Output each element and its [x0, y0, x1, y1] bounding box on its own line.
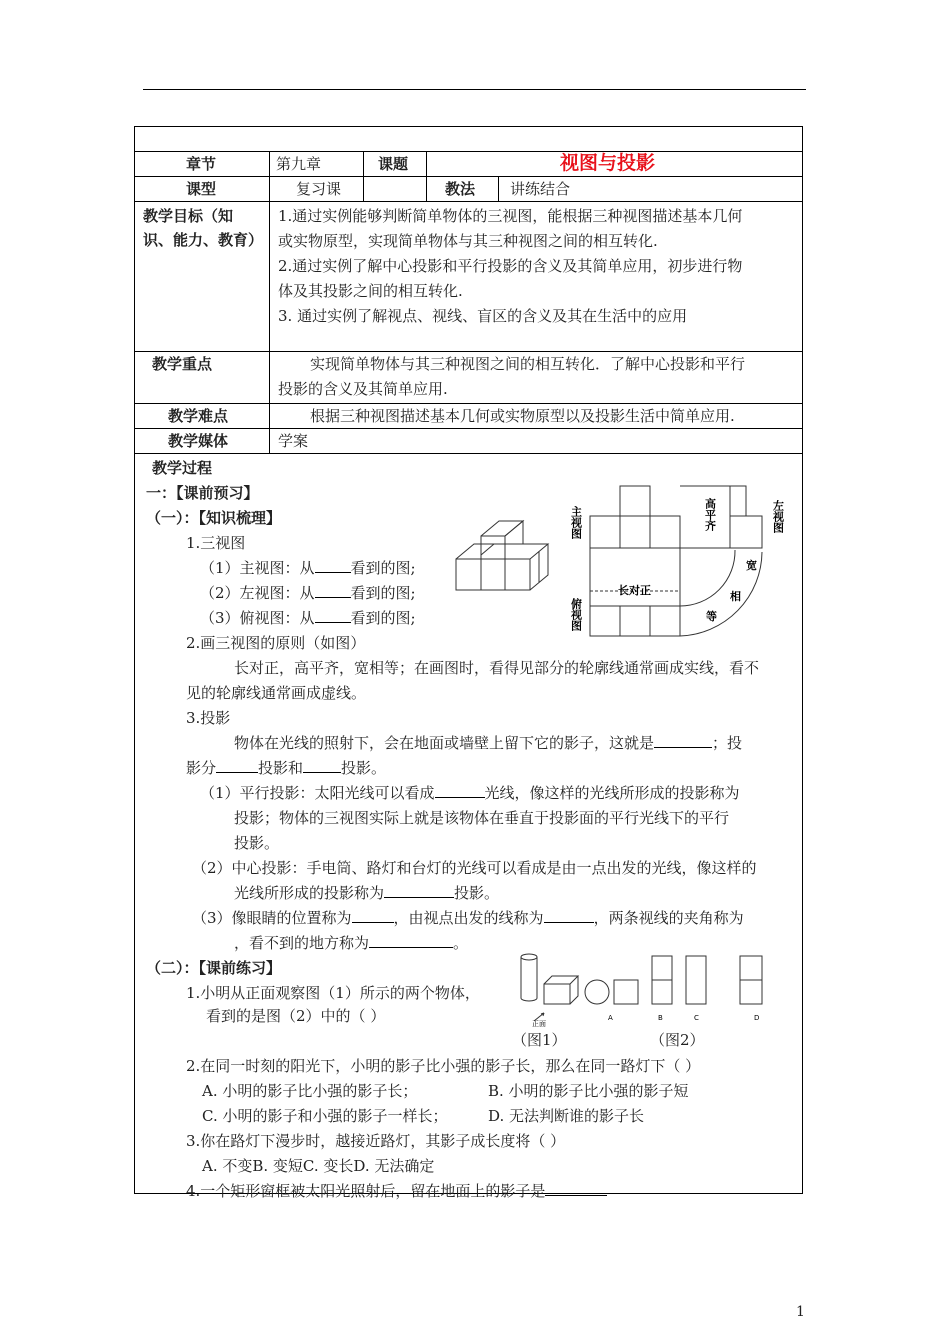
goals-label-line1: 教学目标（知	[143, 207, 234, 225]
goal-1-line2: 或实物原型，实现简单物体与其三种视图之间的相互转化.	[278, 232, 658, 250]
goals-label-line2: 识、能力、教育）	[143, 231, 264, 249]
goal-1-line1: 1.通过实例能够判断简单物体的三视图，能根据三种视图描述基本几何	[278, 207, 743, 225]
width-equal-tag-3: 等	[706, 610, 717, 623]
parallel-projection-line2: 投影；物体的三视图实际上就是该物体在垂直于投影面的平行光线下的平行	[234, 809, 730, 827]
goal-2-line2: 体及其投影之间的相互转化.	[278, 282, 463, 300]
top-view-tag: 俯视图	[570, 598, 583, 631]
block-model-figure	[448, 518, 556, 596]
header-rule	[143, 89, 806, 90]
left-view-line: （2）左视图：从 看到的图;	[200, 584, 416, 602]
projection-line1: 物体在光线的照射下，会在地面或墙壁上留下它的影子，这就是 ；投	[234, 734, 743, 752]
chapter-label: 章节	[186, 155, 217, 173]
option-c-tag: C	[694, 1014, 699, 1022]
option-a-tag: A	[608, 1014, 613, 1022]
parallel-projection-line1: （1）平行投影：太阳光线可以看成 光线，像这样的光线所形成的投影称为	[200, 784, 740, 802]
col-divider	[269, 151, 270, 453]
central-projection-line1: （2）中心投影：手电筒、路灯和台灯的光线可以看成是由一点出发的光线，像这样的	[192, 859, 757, 877]
drawing-principle-line1: 长对正，高平齐，宽相等；在画图时，看得见部分的轮廓线通常画成实线，看不	[234, 659, 760, 677]
col-divider	[363, 151, 364, 201]
question-2-option-b: B. 小明的影子比小强的影子短	[488, 1082, 689, 1100]
question-1-line1: 1.小明从正面观察图（1）所示的两个物体，	[186, 984, 480, 1002]
question-2-option-c: C. 小明的影子和小强的影子一样长；	[202, 1107, 448, 1125]
row-divider	[134, 453, 803, 454]
topic-value: 视图与投影	[560, 152, 656, 174]
key-points-line2: 投影的含义及其简单应用.	[278, 380, 448, 398]
lesson-type-value: 复习课	[296, 180, 342, 198]
page-number: 1	[796, 1304, 805, 1320]
height-align-tag: 高平齐	[703, 498, 717, 531]
top-view-line: （3）俯视图：从 看到的图;	[200, 609, 416, 627]
difficulty-text: 根据三种视图描述基本几何或实物原型以及投影生活中简单应用.	[310, 407, 735, 425]
three-view-diagram	[570, 482, 790, 642]
question-1-line2: 看到的是图（2）中的（ ）	[206, 1007, 386, 1025]
question-2-option-d: D. 无法判断谁的影子长	[488, 1107, 645, 1125]
question-2-option-a: A. 小明的影子比小强的影子长；	[202, 1082, 418, 1100]
question-2: 2.在同一时刻的阳光下，小明的影子比小强的影子长，那么在同一路灯下（ ）	[186, 1057, 701, 1075]
parallel-projection-line3: 投影。	[234, 834, 280, 852]
col-divider	[426, 151, 427, 201]
option-b-tag: B	[658, 1014, 663, 1022]
col-divider	[498, 176, 499, 201]
row-divider	[134, 151, 803, 152]
row-divider	[134, 201, 803, 202]
question-3: 3.你在路灯下漫步时，越接近路灯，其影子成长度将（ ）	[186, 1132, 566, 1150]
difficulty-label: 教学难点	[168, 407, 229, 425]
media-label: 教学媒体	[168, 432, 229, 450]
method-label: 教法	[445, 180, 476, 198]
option-d-tag: D	[754, 1014, 760, 1022]
three-views-heading: 1.三视图	[186, 534, 246, 552]
projection-heading: 3.投影	[186, 709, 231, 727]
goal-2-line1: 2.通过实例了解中心投影和平行投影的含义及其简单应用，初步进行物	[278, 257, 743, 275]
section-practice: （二）：【课前练习】	[146, 959, 282, 977]
front-view-tag: 主视图	[570, 506, 583, 539]
question-4: 4.一个矩形窗框被太阳光照射后，留在地面上的影子是	[186, 1179, 607, 1203]
left-view-tag: 左视图	[771, 500, 785, 533]
row-divider	[134, 428, 803, 429]
width-equal-tag-1: 宽	[746, 559, 757, 572]
viewpoint-line2: ，看不到的地方称为 。	[234, 934, 469, 952]
key-points-label: 教学重点	[152, 355, 213, 373]
topic-label: 课题	[378, 155, 409, 173]
section-knowledge: （一）：【知识梳理】	[146, 509, 282, 527]
process-title: 教学过程	[152, 459, 213, 477]
media-value: 学案	[278, 432, 309, 450]
front-side-tag: 正面	[532, 1020, 546, 1028]
width-equal-tag-2: 相	[730, 590, 741, 603]
figure-1-caption: （图1）	[512, 1031, 567, 1049]
chapter-value: 第九章	[276, 155, 322, 173]
question-3-options: A. 不变B. 变短C. 变长D. 无法确定	[202, 1157, 435, 1175]
goal-3: 3. 通过实例了解视点、视线、盲区的含义及其在生活中的应用	[278, 307, 688, 325]
method-value: 讲练结合	[510, 180, 571, 198]
drawing-principle-line2: 见的轮廓线通常画成虚线。	[186, 684, 367, 702]
figure-2-caption: （图2）	[650, 1031, 705, 1049]
length-align-tag: 长对正	[618, 584, 651, 597]
projection-line2: 影分 投影和 投影。	[186, 759, 387, 777]
key-points-line1: 实现简单物体与其三种视图之间的相互转化．了解中心投影和平行	[310, 355, 746, 373]
viewpoint-line1: （3）像眼睛的位置称为 ，由视点出发的线称为 ，两条视线的夹角称为	[192, 909, 744, 927]
lesson-type-label: 课型	[186, 180, 217, 198]
section-preview: 一：【课前预习】	[146, 484, 259, 502]
drawing-principle-heading: 2.画三视图的原则（如图）	[186, 634, 366, 652]
front-view-line: （1）主视图：从 看到的图;	[200, 559, 416, 577]
central-projection-line2: 光线所形成的投影称为 投影。	[234, 884, 500, 902]
